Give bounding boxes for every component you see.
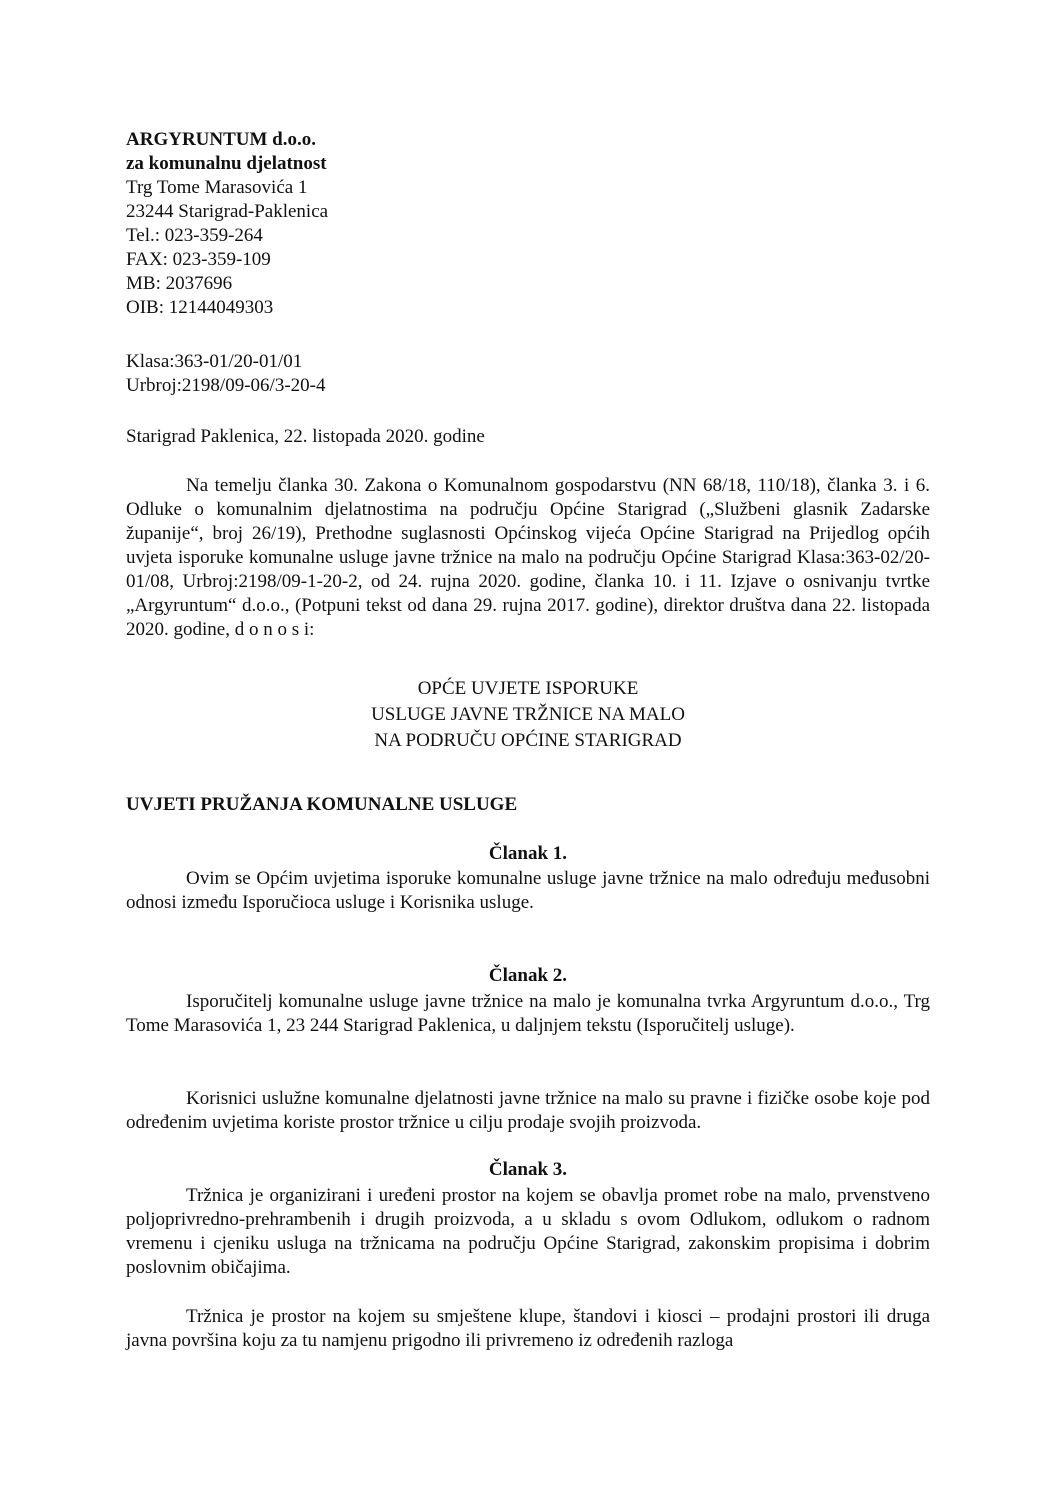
company-address: Trg Tome Marasovića 1: [126, 177, 308, 198]
article-2-paragraph-2: Korisnici uslužne komunalne djelatnosti javne tržnice na malo su pravne i fizičke osobe koje pod određenim uvjetima koriste prostor tržnice u cilju prodaje svojih proizvoda.: [126, 1088, 930, 1133]
company-fax: FAX: 023-359-109: [126, 249, 271, 270]
company-mb: MB: 2037696: [126, 273, 233, 294]
article-3: [126, 1184, 930, 1280]
article-2-heading: Članak 2.: [488, 965, 568, 986]
article-1: [126, 867, 930, 915]
article-2-paragraph-1: Isporučitelj komunalne usluge javne tržnice na malo je komunalna tvrka Argyruntum d.o.o., Trg Tome Marasovića 1, 23 244 Starigrad Paklenica, u daljnjem tekstu (Isporučitelj usluge).: [126, 991, 930, 1036]
article-3-paragraph-2: Tržnica je prostor na kojem su smještene klupe, štandovi i kiosci – prodajni prostori ili druga javna površina koju za tu namjenu prigodno ili privremeno iz određenih razloga: [126, 1306, 930, 1351]
article-2-b: [126, 1087, 930, 1135]
document-title: [126, 676, 930, 754]
document-date: Starigrad Paklenica, 22. listopada 2020. godine: [126, 426, 485, 447]
article-3-paragraph-1: Tržnica je organizirani i uređeni prostor na kojem se obavlja promet robe na malo, prvenstveno poljoprivredno-prehrambenih i drugih proizvoda, a u skladu s ovom Odlukom, odlukom o radnom vremenu i cjeniku usluga na tržnicama na području Općine Starigrad, zakonskim propisima i dobrim poslovnim običajima.: [126, 1185, 930, 1278]
title-line-2: USLUGE JAVNE TRŽNICE NA MALO: [371, 704, 685, 725]
article-2: [126, 990, 930, 1038]
title-line-3: NA PODRUČU OPĆINE STARIGRAD: [374, 730, 682, 751]
article-1-heading: Članak 1.: [488, 843, 568, 864]
company-oib: OIB: 12144049303: [126, 297, 274, 318]
preamble: [126, 474, 930, 642]
company-name: ARGYRUNTUM d.o.o.: [126, 129, 316, 150]
article-3-heading: Članak 3.: [488, 1159, 568, 1180]
company-activity: za komunalnu djelatnost: [126, 153, 327, 174]
letterhead: [126, 128, 328, 320]
urbroj: Urbroj:2198/09-06/3-20-4: [126, 375, 326, 396]
article-1-paragraph: Ovim se Općim uvjetima isporuke komunalne usluge javne tržnice na malo određuju međusobni odnosi između Isporučioca usluge i Korisnika usluge.: [126, 868, 930, 913]
company-city: 23244 Starigrad-Paklenica: [126, 201, 329, 222]
company-tel: Tel.: 023-359-264: [126, 225, 263, 246]
title-line-1: OPĆE UVJETE ISPORUKE: [417, 678, 639, 699]
article-3-b: [126, 1305, 930, 1353]
reference-numbers: [126, 350, 325, 398]
section-heading: UVJETI PRUŽANJA KOMUNALNE USLUGE: [126, 794, 518, 815]
preamble-text: Na temelju članka 30. Zakona o Komunalnom gospodarstvu (NN 68/18, 110/18), članka 3. i 6. Odluke o komunalnim djelatnostima na području Općine Starigrad („Službeni glasnik Zadarske županije“, broj 26/19), Prethodne suglasnosti Općinskog vijeća Općine Starigrad na Prijedlog općih uvjeta isporuke komunalne usluge javne tržnice na malo na području Općine Starigrad Klasa:363-02/20-01/08, Urbroj:2198/09-1-20-2, od 24. rujna 2020. godine, članka 10. i 11. Izjave o osnivanju tvrtke „Argyruntum“ d.o.o., (Potpuni tekst od dana 29. rujna 2017. godine), direktor društva dana 22. listopada 2020. godine, d o n o s i:: [126, 475, 930, 640]
klasa: Klasa:363-01/20-01/01: [126, 351, 303, 372]
